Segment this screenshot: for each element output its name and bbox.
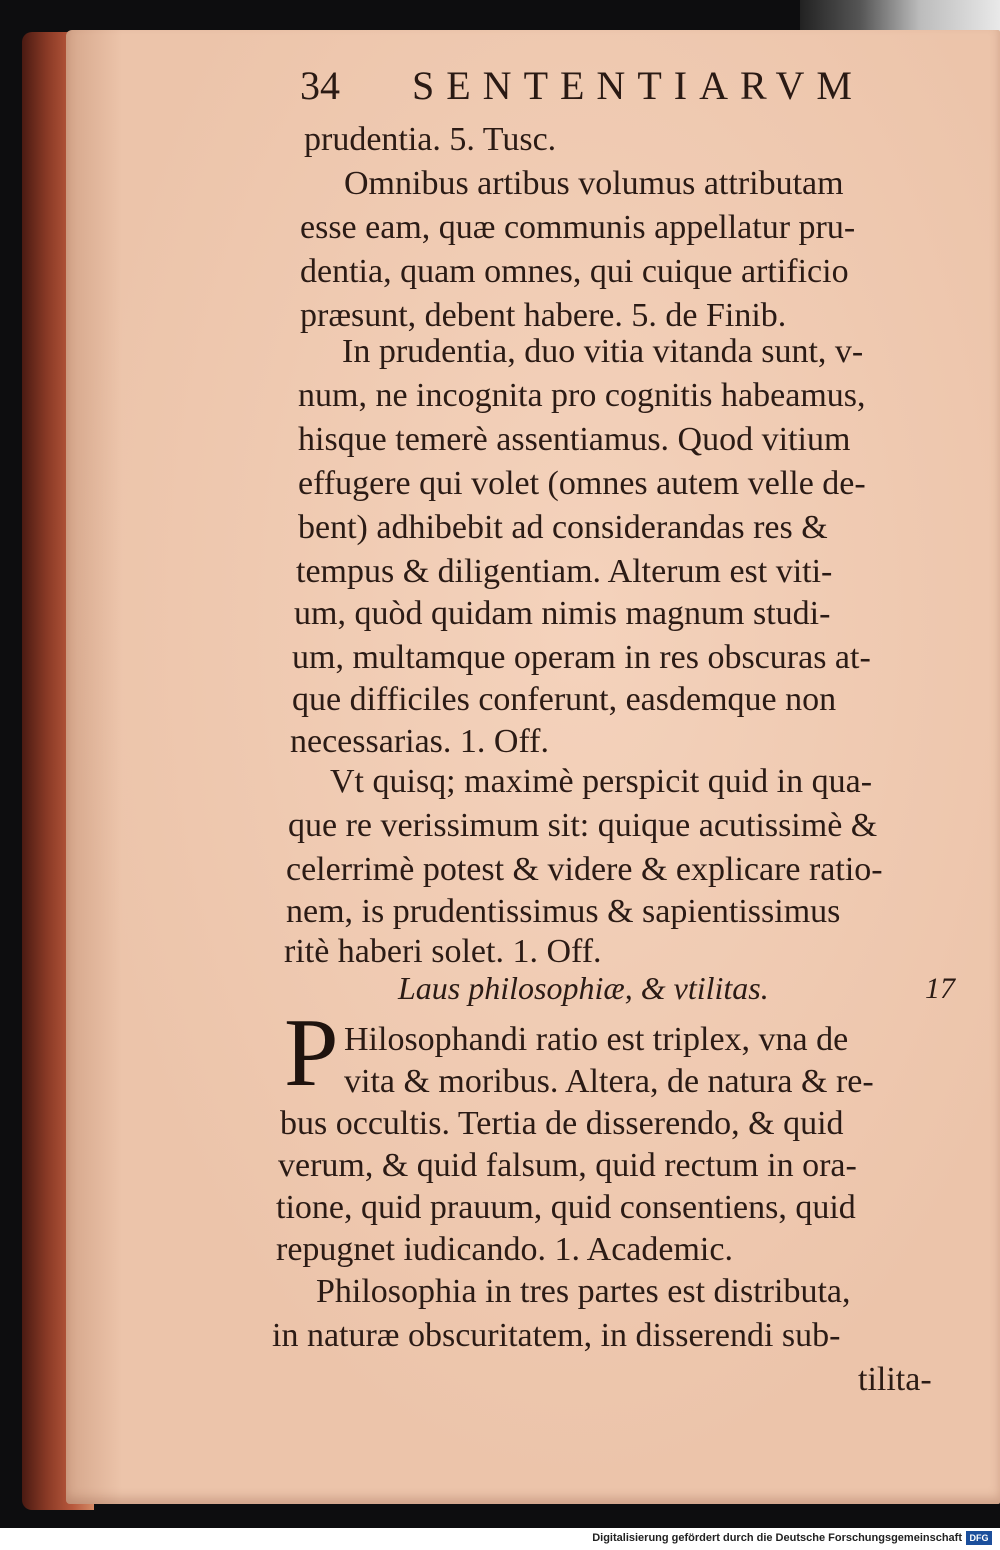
text-line: tione, quid prauum, quid consentiens, quid bbox=[276, 1189, 856, 1226]
text-line: in naturæ obscuritatem, in disserendi sub- bbox=[272, 1317, 841, 1354]
text-line: que re verissimum sit: quique acutissimè & bbox=[288, 807, 878, 844]
footer-credit: Digitalisierung gefördert durch die Deutsche Forschungsgemeinschaft bbox=[592, 1532, 962, 1544]
text-line: Hilosophandi ratio est triplex, vna de bbox=[344, 1021, 849, 1058]
text-line: celerrimè potest & videre & explicare ratio- bbox=[286, 851, 883, 888]
text-line: tempus & diligentiam. Alterum est viti- bbox=[296, 553, 833, 590]
drop-cap: P bbox=[284, 999, 339, 1107]
text-line: Philosophia in tres partes est distributa, bbox=[316, 1273, 851, 1310]
text-line: vita & moribus. Altera, de natura & re- bbox=[344, 1063, 874, 1100]
text-line: præsunt, debent habere. 5. de Finib. bbox=[300, 297, 787, 334]
text-line: necessarias. 1. Off. bbox=[290, 723, 550, 760]
catchword: tilita- bbox=[858, 1361, 932, 1398]
text-line: Omnibus artibus volumus attributam bbox=[344, 165, 844, 202]
text-line: ritè haberi solet. 1. Off. bbox=[284, 933, 602, 970]
running-title: SENTENTIARVM bbox=[412, 63, 864, 108]
text-line: verum, & quid falsum, quid rectum in ora- bbox=[278, 1147, 857, 1184]
text-line: In prudentia, duo vitia vitanda sunt, v- bbox=[342, 333, 864, 370]
text-line: hisque temerè assentiamus. Quod vitium bbox=[298, 421, 851, 458]
text-line: repugnet iudicando. 1. Academic. bbox=[276, 1231, 733, 1268]
text-line: um, multamque operam in res obscuras at- bbox=[292, 639, 871, 676]
running-head bbox=[300, 62, 900, 112]
text-line: effugere qui volet (omnes autem velle de- bbox=[298, 465, 866, 502]
section-number: 17 bbox=[925, 972, 955, 1005]
text-line: bent) adhibebit ad considerandas res & bbox=[298, 509, 828, 546]
text-line: um, quòd quidam nimis magnum studi- bbox=[294, 595, 831, 632]
text-line: num, ne incognita pro cognitis habeamus, bbox=[298, 377, 866, 414]
text-line: esse eam, quæ communis appellatur pru- bbox=[300, 209, 856, 246]
text-line: Vt quisq; maximè perspicit quid in qua- bbox=[330, 763, 873, 800]
text-line: prudentia. 5. Tusc. bbox=[304, 121, 557, 158]
text-line: que difficiles conferunt, easdemque non bbox=[292, 681, 837, 718]
dfg-logo: DFG bbox=[966, 1531, 992, 1545]
section-heading: Laus philosophiæ, & vtilitas. bbox=[398, 970, 769, 1006]
text-line: bus occultis. Tertia de disserendo, & quid bbox=[280, 1105, 844, 1142]
page-number: 34 bbox=[300, 63, 340, 108]
text-line: dentia, quam omnes, qui cuique artificio bbox=[300, 253, 849, 290]
text-line: nem, is prudentissimus & sapientissimus bbox=[286, 893, 841, 930]
